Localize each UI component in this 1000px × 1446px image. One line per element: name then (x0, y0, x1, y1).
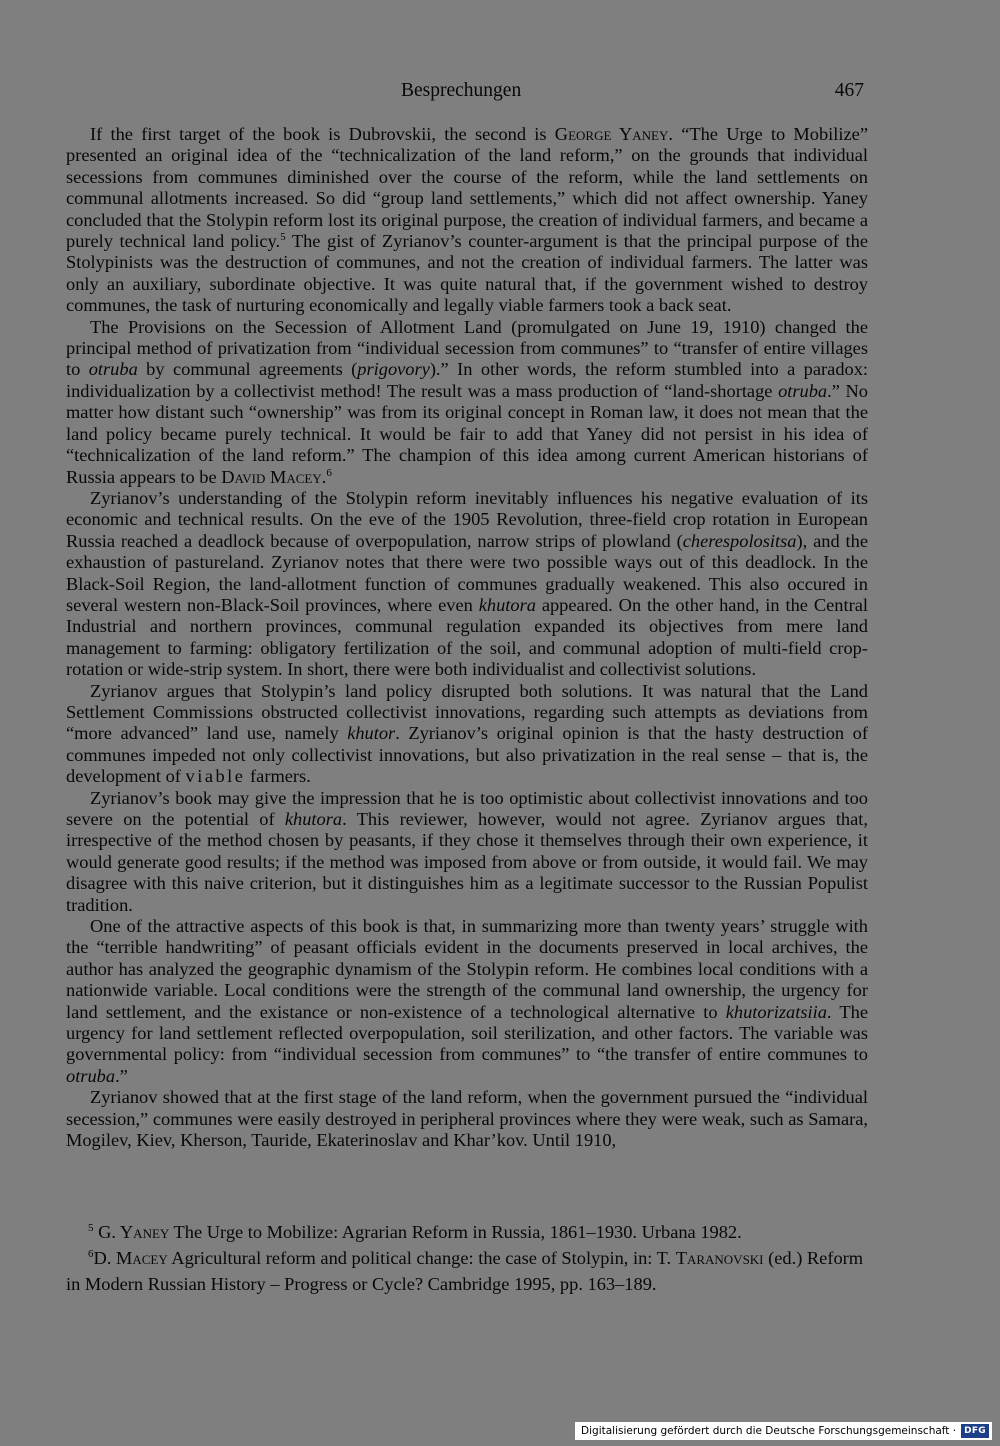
footnote-editor: Taranovski (675, 1248, 764, 1268)
page-number: 467 (834, 80, 864, 101)
italic-term: khutora (478, 594, 536, 615)
paragraph: Zyrianov showed that at the first stage of the land reform, when the government pursued the “individual secession,” communes were easily destroyed in peripheral provinces where they were weak, such as Samara, Mogilev, Kiev, Kherson, Tauride, Ekaterinoslav and Khar’kov. Until 1910, (66, 1087, 868, 1151)
funding-text: Digitalisierung gefördert durch die Deutsche Forschungsgemeinschaft · (581, 1425, 957, 1437)
footnote-mark: 5 (88, 1222, 94, 1234)
italic-term: prigovory (357, 359, 430, 380)
paragraph: If the first target of the book is Dubrovskii, the second is George Yaney. “The Urge to Mobilize” presented an original idea of the “technicalization of the land reform,” on the grounds that individual secessions from communes diminished over the course of the reform, while the land settlements on communal allotments increased. So did “group land settlements,” which did not affect ownership. Yaney concluded that the Stolypin reform lost its original purpose, the creation of individual farmers, and became a purely technical land policy.$^5$ The gist of Zyrianov’s counter-argument is that the principal purpose of the Stolypinists was the destruction of communes, and not the creation of individual farmers. The latter was only an auxiliary, subordinate objective. It was quite natural that, if the government wished to destroy communes, the task of nurturing economically and legally viable farmers took a back seat. (66, 124, 868, 316)
footnote-ref: 6 (326, 466, 332, 479)
italic-term: otruba (66, 1065, 116, 1086)
review-body (66, 124, 868, 1152)
footnote-ref: 5 (280, 231, 286, 244)
italic-term: khutor (347, 723, 396, 744)
italic-term: otruba (88, 359, 138, 380)
footnote-mark: 6 (88, 1248, 94, 1260)
footnote: $^5$ G. Yaney The Urge to Mobilize: Agrarian Reform in Russia, 1861–1930. Urbana 1982. (88, 1222, 742, 1242)
italic-term: cherespolositsa (682, 530, 797, 551)
footnote: $^6$D. Macey Agricultural reform and political change: the case of Stolypin, in: T. Taranovski (ed.) Reform in Modern Russian History – Progress or Cycle? Cambridge 1995, pp. 163–189. (66, 1248, 864, 1294)
italic-term: otruba (778, 380, 828, 401)
page-header (66, 80, 866, 106)
footnote-author: D. Macey (93, 1248, 168, 1268)
dfg-logo: DFG (961, 1424, 989, 1438)
author-name: George Yaney (554, 124, 669, 144)
paragraph: Zyrianov argues that Stolypin’s land policy disrupted both solutions. It was natural that the Land Settlement Commissions obstructed collectivist innovations, regarding such attempts as deviations from “more advanced” land use, namely khutor. Zyrianov’s original opinion is that the hasty destruction of communes impeded not only collectivist innovations, but also privatization in the real sense – that is, the development of viable farmers. (66, 680, 868, 787)
funding-footer (575, 1422, 992, 1440)
footnote-author: G. Yaney (98, 1222, 170, 1242)
spaced-emphasis: viable (185, 766, 246, 787)
italic-term: khutora (284, 809, 343, 829)
paragraph: One of the attractive aspects of this book is that, in summarizing more than twenty years’ struggle with the “terrible handwriting” of peasant officials evident in the documents preserved in local archives, the author has analyzed the geographic dynamism of the Stolypin reform. He combines local conditions with a nationwide variable. Local conditions were the strength of the communal land ownership, the urgency for land settlement, and the existance or non-existence of a technological alternative to khutorizatsiia. The urgency for land settlement reflected overpopulation, soil sterilization, and other factors. The variable was governmental policy: from “individual secession from communes” to “the transfer of entire communes to otruba.” (66, 916, 868, 1086)
italic-term: khutorizatsiia (725, 1001, 827, 1022)
running-head: Besprechungen (401, 80, 522, 101)
paragraph: Zyrianov’s understanding of the Stolypin reform inevitably influences his negative evaluation of its economic and technical results. On the eve of the 1905 Revolution, three-field crop rotation in European Russia reached a deadlock because of overpopulation, narrow strips of plowland (cherespolositsa), and the exhaustion of pastureland. Zyrianov notes that there were two possible ways out of this deadlock. In the Black-Soil Region, the land-allotment function of communes gradually weakened. This also occured in several western non-Black-Soil provinces, where even khutora appeared. On the other hand, in the Central Industrial and northern provinces, communal regulation expanded its objectives from mere land management to farming: obligatory fertilization of the soil, and communal adoption of multi-field crop-rotation or wide-strip system. In short, there were both individualist and collectivist solutions. (66, 487, 868, 680)
footnotes (66, 1219, 868, 1297)
paragraph: Zyrianov’s book may give the impression that he is too optimistic about collectivist innovations and too severe on the potential of khutora. This reviewer, however, would not agree. Zyrianov argues that, irrespective of the method chosen by peasants, if they chose it themselves through their own experience, it would generate good results; if the method was imposed from above or from outside, it would fail. We may disagree with this naive criterion, but it distinguishes him as a legitimate successor to the Russian Populist tradition. (66, 787, 868, 915)
paragraph: The Provisions on the Secession of Allotment Land (promulgated on June 19, 1910) changed the principal method of privatization from “individual secession from communes” to “transfer of entire villages to otruba by communal agreements (prigovory).” In other words, the reform stumbled into a paradox: individualization by a collectivist method! The result was a mass production of “land-shortage otruba.” No matter how distant such “ownership” was from its original concept in Roman law, it does not mean that the land policy became purely technical. It would be fair to add that Yaney did not persist in his idea of “technicalization of the land reform.” The champion of this idea among current American historians of Russia appears to be David Macey.$^6$ (66, 316, 869, 487)
author-name: David Macey (221, 466, 322, 487)
